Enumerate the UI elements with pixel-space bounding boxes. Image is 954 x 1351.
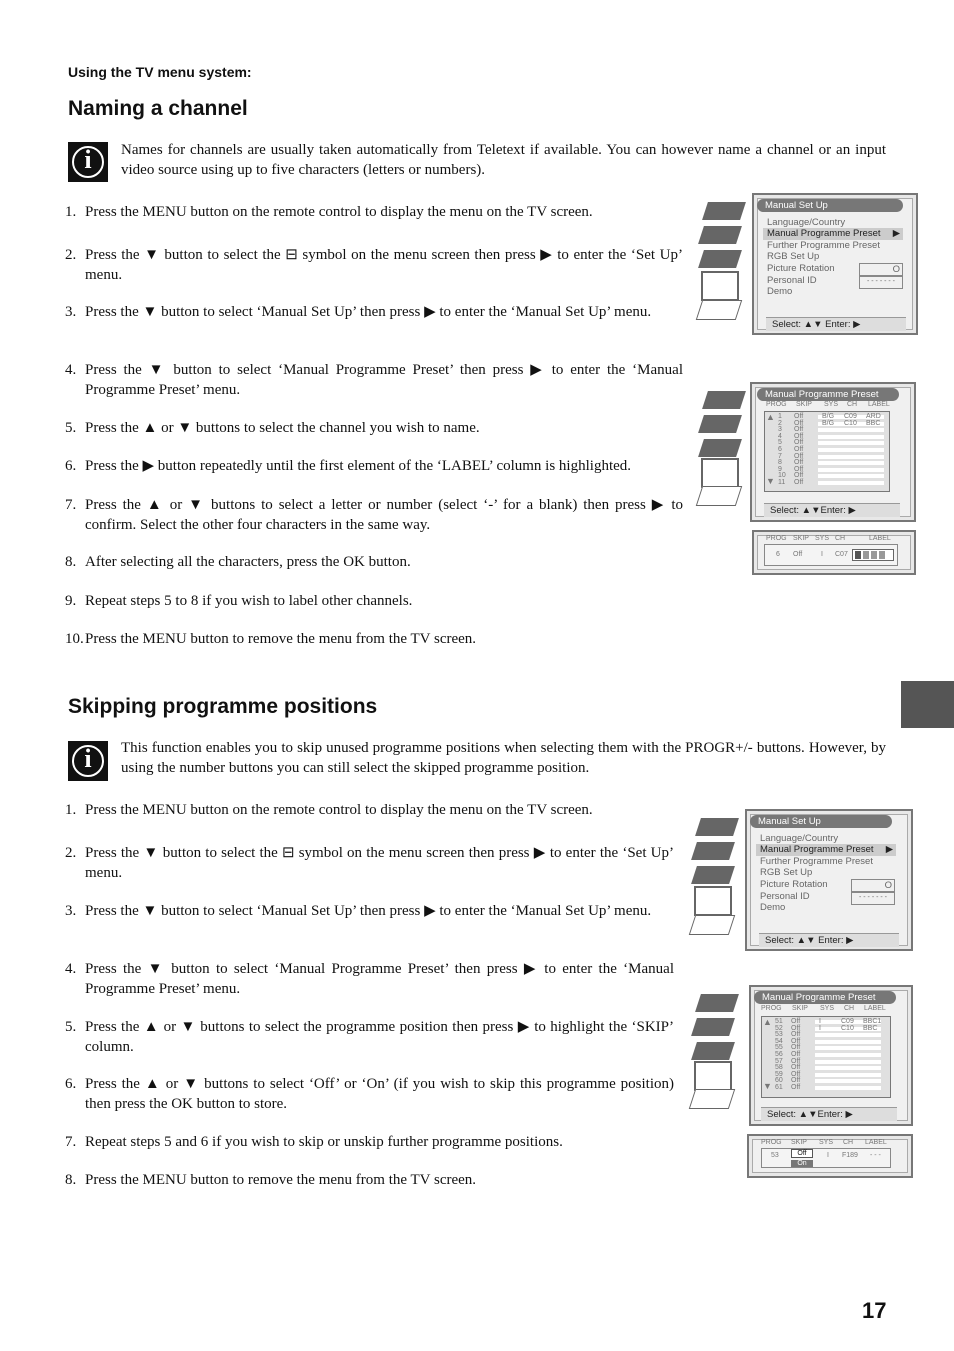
menu-title: Manual Programme Preset <box>754 991 896 1004</box>
screen-label-strip <box>752 530 916 575</box>
row-skip: Off <box>791 1024 801 1032</box>
menu-item: Demo <box>767 286 793 297</box>
row-label: BBC <box>863 1024 878 1032</box>
step-text: Press the ▲ or ▼ buttons to select the channel you wish to name. <box>85 420 480 436</box>
list-icon <box>689 915 735 935</box>
row-prog: 6 <box>778 446 782 453</box>
screen-programme-preset <box>749 985 913 1126</box>
menu-item: Further Programme Preset <box>760 856 873 867</box>
row-prog: 55 <box>775 1044 783 1052</box>
row-bar <box>815 1073 881 1077</box>
row-prog: 56 <box>775 1051 783 1058</box>
row-skip: Off <box>794 413 804 420</box>
col-header: CH <box>844 1005 855 1012</box>
col-header: CH <box>835 535 846 542</box>
col-header: SYS <box>820 1005 835 1012</box>
music-icon <box>691 842 735 860</box>
row-prog: 60 <box>775 1077 783 1085</box>
info-icon: i <box>68 142 108 182</box>
row-skip: Off <box>794 479 804 486</box>
row-skip: Off <box>794 432 804 440</box>
toolbox-icon <box>694 1061 732 1091</box>
row-prog: 57 <box>775 1057 783 1065</box>
col-header: LABEL <box>868 401 890 408</box>
step-number: 6. <box>65 1076 77 1092</box>
row-prog: 58 <box>775 1064 783 1072</box>
row-bar <box>818 428 884 432</box>
cell-sys: I <box>821 551 823 558</box>
row-bar <box>815 1046 881 1050</box>
row-prog: 7 <box>778 452 782 460</box>
toolbox-icon <box>701 271 739 301</box>
col-header: PROG <box>761 1139 782 1146</box>
step-text: Press the ▼ button to select ‘Manual Programme Preset’ then press ▶ to enter the ‘Manual Programme Preset’ menu. <box>85 362 683 398</box>
row-skip: Off <box>791 1037 801 1045</box>
menu-item: Further Programme Preset <box>767 240 880 251</box>
row-prog: 52 <box>775 1024 783 1032</box>
music-icon <box>698 226 742 244</box>
step-number: 6. <box>65 458 77 474</box>
scroll-up-icon: ▲ <box>763 1017 772 1027</box>
row-skip: Off <box>794 439 804 447</box>
sparkle-icon <box>691 866 735 884</box>
toolbox-icon <box>694 886 732 916</box>
row-bar <box>815 1033 881 1037</box>
row-label: ARD <box>866 413 881 420</box>
menu-item: Personal ID <box>767 275 817 286</box>
music-icon <box>691 1018 735 1036</box>
id-value: - - - - - - - <box>851 891 895 905</box>
cell-skip-option: On <box>791 1160 813 1167</box>
row-skip: Off <box>791 1051 801 1058</box>
menu-title: Manual Programme Preset <box>757 388 899 401</box>
step-text: After selecting all the characters, press the OK button. <box>85 554 411 570</box>
cell-sys: I <box>827 1152 829 1159</box>
col-header: PROG <box>766 535 787 542</box>
row-bar <box>815 1079 881 1083</box>
intro-naming: Names for channels are usually taken automatically from Teletext if available. You can however name a channel or an input video source using up to five characters (letters or numbers). <box>121 142 886 178</box>
step-number: 10. <box>65 631 84 647</box>
row-bar <box>818 448 884 452</box>
cell-skip: Off <box>793 551 803 558</box>
sparkle-icon <box>698 250 742 268</box>
row-skip: Off <box>791 1044 801 1052</box>
screen-manual-setup <box>752 193 918 335</box>
col-header: SKIP <box>796 401 812 408</box>
row-skip: Off <box>794 472 804 480</box>
row-skip: Off <box>791 1077 801 1085</box>
music-icon <box>698 415 742 433</box>
row-bar <box>815 1066 881 1070</box>
step-text: Press the ▲ or ▼ buttons to select the programme position then press ▶ to highlight the ‘SKIP’ column. <box>85 1019 674 1055</box>
label-editor <box>852 549 894 561</box>
step-text: Press the ▼ button to select ‘Manual Programme Preset’ then press ▶ to enter the ‘Manual Programme Preset’ menu. <box>85 961 674 997</box>
step-number: 7. <box>65 497 77 513</box>
row-bar <box>818 435 884 439</box>
row-prog: 54 <box>775 1037 783 1045</box>
list-icon <box>696 486 742 506</box>
row-prog: 10 <box>778 472 786 480</box>
col-header: SKIP <box>792 1005 808 1012</box>
step-text: Press the ▶ button repeatedly until the first element of the ‘LABEL’ column is highlighted. <box>85 458 632 474</box>
menu-item-selected: Manual Programme Preset ▶ <box>756 844 896 856</box>
step-number: 9. <box>65 593 77 609</box>
step-number: 3. <box>65 903 77 919</box>
page-number: 17 <box>862 1298 887 1323</box>
toolbox-icon <box>701 458 739 488</box>
step-number: 4. <box>65 961 77 977</box>
step-number: 8. <box>65 554 77 570</box>
step-number: 2. <box>65 247 77 263</box>
row-skip: Off <box>794 426 804 434</box>
menu-item: Personal ID <box>760 891 810 902</box>
menu-item: Demo <box>760 902 786 913</box>
row-ch: C10 <box>841 1024 854 1032</box>
col-header: SYS <box>815 535 830 542</box>
step-number: 7. <box>65 1134 77 1150</box>
col-header: LABEL <box>865 1139 887 1146</box>
intro-skipping: This function enables you to skip unused programme positions when selecting them with the PROGR+/- buttons. However, by using the number buttons you can still select the skipped programme position. <box>121 740 886 776</box>
cell-ch: C07 <box>835 551 848 558</box>
screen-manual-setup <box>745 809 913 951</box>
step-number: 4. <box>65 362 77 378</box>
row-prog: 9 <box>778 465 782 473</box>
menu-item: Language/Country <box>760 833 839 844</box>
rotation-value: O <box>859 263 903 277</box>
cell-skip: Off <box>791 1149 813 1158</box>
col-header: PROG <box>761 1005 782 1012</box>
step-text: Press the MENU button to remove the menu from the TV screen. <box>85 631 477 647</box>
row-bar <box>818 455 884 459</box>
row-prog: 5 <box>778 439 782 447</box>
row-bar <box>818 468 884 472</box>
menu-item: Picture Rotation <box>760 879 828 890</box>
scroll-down-icon: ▼ <box>766 476 775 486</box>
row-bar <box>818 474 884 478</box>
scroll-up-icon: ▲ <box>766 412 775 422</box>
section-title-naming: Naming a channel <box>68 97 248 120</box>
step-text: Press the ▲ or ▼ buttons to select ‘Off’ or ‘On’ (if you wish to skip this programme position) then press the OK button to store. <box>85 1076 674 1112</box>
row-prog: 53 <box>775 1031 783 1039</box>
row-skip: Off <box>794 446 804 453</box>
row-skip: Off <box>791 1057 801 1065</box>
row-skip: Off <box>794 419 804 427</box>
step-text: Press the MENU button to remove the menu from the TV screen. <box>85 1172 477 1188</box>
menu-item-selected: Manual Programme Preset ▶ <box>763 228 903 240</box>
step-number: 2. <box>65 845 77 861</box>
row-sys: I <box>819 1024 821 1032</box>
row-ch: C10 <box>844 419 857 427</box>
row-skip: Off <box>794 465 804 473</box>
step-text: Press the MENU button on the remote control to display the menu on the TV screen. <box>85 802 593 818</box>
footer-hint: Select: ▲▼Enter: ▶ <box>764 503 900 517</box>
row-label: BBC1 <box>863 1018 882 1025</box>
row-bar <box>818 441 884 445</box>
row-prog: 3 <box>778 426 782 434</box>
col-header: LABEL <box>864 1005 886 1012</box>
step-number: 5. <box>65 1019 77 1035</box>
row-prog: 61 <box>775 1084 783 1091</box>
id-value: - - - - - - - <box>859 275 903 289</box>
section-title-skipping: Skipping programme positions <box>68 695 378 718</box>
row-bar <box>818 461 884 465</box>
step-text: Press the ▼ button to select the ⊟ symbol on the menu screen then press ▶ to enter the ‘Set Up’ menu. <box>85 845 674 881</box>
person-icon <box>695 994 739 1012</box>
list-icon <box>689 1089 735 1109</box>
step-text: Press the ▼ button to select ‘Manual Set Up’ then press ▶ to enter the ‘Manual Set Up’ menu. <box>85 304 652 320</box>
row-prog: 11 <box>778 479 786 486</box>
step-number: 5. <box>65 420 77 436</box>
cell-label: - - - <box>870 1152 881 1159</box>
step-text: Press the ▼ button to select the ⊟ symbol on the menu screen then press ▶ to enter the ‘Set Up’ menu. <box>85 247 683 283</box>
step-number: 8. <box>65 1172 77 1188</box>
col-header: SKIP <box>791 1139 807 1146</box>
menu-item: RGB Set Up <box>767 251 820 262</box>
row-bar <box>815 1060 881 1064</box>
step-text: Press the MENU button on the remote control to display the menu on the TV screen. <box>85 204 593 220</box>
sparkle-icon <box>691 1042 735 1060</box>
row-prog: 8 <box>778 459 782 467</box>
cell-prog: 53 <box>771 1152 779 1159</box>
menu-title: Manual Set Up <box>750 815 892 828</box>
step-number: 1. <box>65 802 77 818</box>
row-bar <box>818 481 884 485</box>
step-text: Press the ▼ button to select ‘Manual Set Up’ then press ▶ to enter the ‘Manual Set Up’ menu. <box>85 903 652 919</box>
footer-hint: Select: ▲▼ Enter: ▶ <box>759 933 899 947</box>
person-icon <box>695 818 739 836</box>
row-prog: 2 <box>778 419 782 427</box>
menu-item: Picture Rotation <box>767 263 835 274</box>
col-header: SYS <box>824 401 839 408</box>
menu-title: Manual Set Up <box>757 199 903 212</box>
row-skip: Off <box>791 1070 801 1078</box>
row-label: BBC <box>866 419 881 427</box>
col-header: SYS <box>819 1139 834 1146</box>
col-header: CH <box>843 1139 854 1146</box>
row-ch: C09 <box>844 413 857 420</box>
menu-item: RGB Set Up <box>760 867 813 878</box>
footer-hint: Select: ▲▼Enter: ▶ <box>761 1107 897 1121</box>
step-text: Press the ▲ or ▼ buttons to select a letter or number (select ‘-’ for a blank) then press ▶ to confirm. Select the other four characters in the same way. <box>85 497 683 533</box>
row-bar <box>815 1040 881 1044</box>
chapter-tab <box>901 681 954 728</box>
cell-prog: 6 <box>776 551 780 558</box>
row-skip: Off <box>791 1031 801 1039</box>
section-header: Using the TV menu system: <box>68 64 252 80</box>
step-number: 1. <box>65 204 77 220</box>
screen-programme-preset <box>750 382 916 522</box>
person-icon <box>702 202 746 220</box>
row-prog: 59 <box>775 1070 783 1078</box>
person-icon <box>702 391 746 409</box>
row-skip: Off <box>794 459 804 467</box>
row-bar <box>815 1086 881 1090</box>
row-sys: B/G <box>822 419 835 427</box>
row-skip: Off <box>794 452 804 460</box>
row-skip: Off <box>791 1018 801 1025</box>
menu-item: Language/Country <box>767 217 846 228</box>
info-icon: i <box>68 741 108 781</box>
rotation-value: O <box>851 879 895 893</box>
cell-ch: F189 <box>842 1152 858 1159</box>
col-header: CH <box>847 401 858 408</box>
row-prog: 4 <box>778 432 782 440</box>
screen-skip-strip <box>747 1134 913 1178</box>
row-sys: B/G <box>822 413 835 420</box>
sparkle-icon <box>698 439 742 457</box>
row-prog: 51 <box>775 1018 783 1025</box>
row-sys: I <box>819 1018 821 1025</box>
footer-hint: Select: ▲▼ Enter: ▶ <box>766 317 906 331</box>
row-skip: Off <box>791 1064 801 1072</box>
col-header: SKIP <box>793 535 809 542</box>
step-text: Repeat steps 5 and 6 if you wish to skip or unskip further programme positions. <box>85 1134 563 1150</box>
scroll-down-icon: ▼ <box>763 1081 772 1091</box>
row-prog: 1 <box>778 413 782 420</box>
step-number: 3. <box>65 304 77 320</box>
col-header: LABEL <box>869 535 891 542</box>
step-text: Repeat steps 5 to 8 if you wish to label other channels. <box>85 593 413 609</box>
row-skip: Off <box>791 1084 801 1091</box>
list-icon <box>696 300 742 320</box>
row-bar <box>815 1053 881 1057</box>
col-header: PROG <box>766 401 787 408</box>
row-ch: C09 <box>841 1018 854 1025</box>
